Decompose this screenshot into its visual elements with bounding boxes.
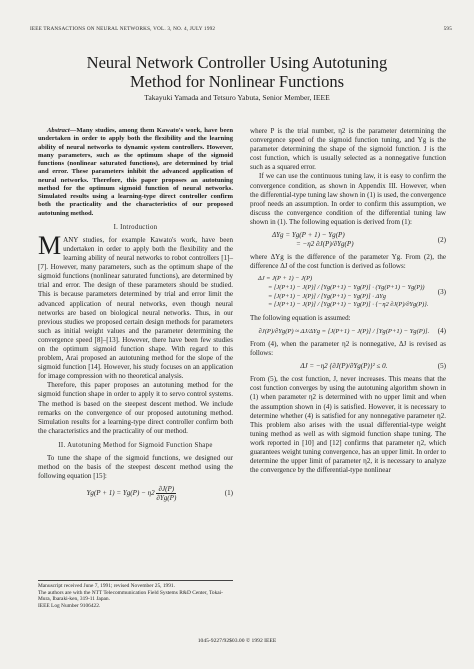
equation-4-number: (4) <box>437 326 446 335</box>
drop-cap: M <box>38 230 62 260</box>
left-column <box>38 127 233 506</box>
equation-2-line-1: ΔYg = Yg(P + 1) − Yg(P) <box>272 231 345 240</box>
equation-4 <box>250 327 446 336</box>
equation-3-line-2: = [J(P+1) − J(P)] / [Yg(P+1) − Yg(P)] · (Yg(P+1) − Yg(P)) <box>268 284 425 291</box>
section-1-heading: I. Introduction <box>113 223 158 231</box>
right-paragraph-4: The following equation is assumed: <box>250 313 351 322</box>
equation-4-body: ∂J(P)/∂Yg(P) ≈ ΔJ/ΔYg = [J(P+1) − J(P)] / [Yg(P+1) − Yg(P)]. <box>258 327 430 335</box>
right-paragraph-3: where ΔYg is the difference of the parameter Yg. From (2), the difference ΔJ of the cost function is derived as follows: <box>250 253 446 271</box>
right-paragraph-6: From (5), the cost function, J, never increases. This means that the cost function converges by using the autotuning algorithm shown in (1) when parameter η2 is determined with no upper limit and when the assumption shown in (4) is satisfied. However, it is necessary to determine whether (4) is satisfied for any nonnegative parameter η2. This problem also arises with the usual differential-type weight tuning method as well as with sigmoid function shape tuning. The work reported in [10] and [12] confirms that parameter η2, which guarantees weight tuning convergence, has an upper limit. In order to determine the upper limit of parameter η2, it is necessary to analyze the convergence by the differential-type nonlinear <box>250 375 446 475</box>
title-line-2: Method for Nonlinear Functions <box>129 72 344 91</box>
abstract-label: Abstract— <box>47 127 77 134</box>
footnote-line-1: Manuscript received June 7, 1991; revised November 25, 1991. <box>38 583 175 589</box>
paper-title <box>0 53 474 91</box>
equation-3-number: (3) <box>437 288 446 297</box>
equation-3-line-3: = [J(P+1) − J(P)] / [Yg(P+1) − Yg(P)] · ΔYg <box>268 292 386 300</box>
abstract-text: Many studies, among them Kawato's work, have been undertaken in order to apply both the flexibility and the learning ability of neural networks to dynamic system controllers. However, many parameters, such as the optimum shape of the sigmoid functions (nonlinear saturated functions), are determined by trial and error. These parameters inhibit the advanced application of neural networks. Therefore, this paper proposes an autotuning method for the optimum sigmoid function of neural networks. Simulated results using a learning-type direct controller confirm both the practicality and the characteristics of our proposed autotuning method. <box>38 127 233 217</box>
intro-paragraph-2: Therefore, this paper proposes an autotuning method for the sigmoid function shape in order to apply it to servo control systems. The method is based on the steepest descent method. We include remarks on the convergence of our proposed autotuning method. Simulation results for a learning-type direct controller confirm both the characteristics and the practicality of our method. <box>38 381 233 435</box>
equation-2-line-2: = −η2 ∂J(P)/∂Yg(P) <box>296 240 354 249</box>
right-paragraph-1: where P is the trial number, η2 is the parameter determining the convergence speed of the sigmoid function tuning, and Yg is the parameter determining the shape of the sigmoid function. J is the cost function, which is usually selected as a nonnegative function such as a squared error. <box>250 127 446 172</box>
equation-5-number: (5) <box>437 362 446 371</box>
equation-3 <box>250 275 446 309</box>
equation-1 <box>38 485 233 502</box>
title-line-1: Neural Network Controller Using Autotuning <box>86 53 388 72</box>
equation-2 <box>250 231 446 249</box>
equation-1-number: (1) <box>224 489 233 498</box>
equation-2-number: (2) <box>437 235 446 244</box>
footnote <box>38 580 233 609</box>
page-number: 595 <box>443 26 452 32</box>
equation-3-line-4: = [J(P+1) − J(P)] / [Yg(P+1) − Yg(P)] · {−η2 ∂J(P)/∂Yg(P)}. <box>268 301 429 309</box>
equation-1-fraction: $\frac{\partial J(P)}{\partial Yg(P)}$ <box>156 485 177 503</box>
equation-3-line-1: ΔJ = J(P + 1) − J(P) <box>258 275 313 283</box>
right-paragraph-5: From (4), when the parameter η2 is nonnegative, ΔJ is revised as follows: <box>250 339 446 358</box>
footnote-line-3: IEEE Log Number 9106422. <box>38 602 101 609</box>
running-header <box>30 26 452 32</box>
right-column <box>250 127 446 475</box>
method-paragraph-1: To tune the shape of the sigmoid functions, we designed our method on the basis of the steepest descent method using the following equation [15]: <box>38 454 233 481</box>
equation-5-body: ΔJ = −η2 {∂J(P)/∂Yg(P)}² ≤ 0. <box>300 362 388 371</box>
equation-1-lhs: Yg(P + 1) = Yg(P) − η2 <box>86 489 155 498</box>
equation-5 <box>250 362 446 371</box>
abstract <box>38 127 233 218</box>
footnote-line-2: The authors are with the NTT Telecommunication Field Systems R&D Center, Tokai-Mura, Ibaraki-ken, 319-11 Japan. <box>38 589 223 603</box>
right-paragraph-2: If we can use the continuous tuning law, it is easy to confirm the convergence condition, as shown in Appendix III. However, when the differential-type tuning law shown in (1) is used, the convergence proof needs an assumption. In order to confirm this assumption, we discuss the convergence condition of the differential tuning law shown in (1). The following equation is derived from (1): <box>250 172 446 226</box>
copyright-line: 1045-9227/92$03.00 © 1992 IEEE <box>197 638 277 644</box>
authors: Takayuki Yamada and Tetsuro Yabuta, Senior Member, IEEE <box>144 93 330 102</box>
section-2-heading: II. Autotuning Method for Sigmoid Function Shape <box>58 441 213 449</box>
intro-paragraph-1: MANY studies, for example Kawato's work, have been undertaken in order to apply both the flexibility and the learning ability of neural networks to robot controllers [1]–[7]. However, many parameters, such as the optimum shape of the sigmoid functions (nonlinear saturated functions), are determined by trial and error. The design of these parameters should be studied. This is because parameters determined by trial and error limit the advanced application of neural networks, even though neural networks are based on biological neural networks. Thus, in our previous studies we proposed certain design methods for parameters such as initial weight values and the parameter determining the convergence speed [8]–[13]. However, there have been few studies on the optimum sigmoid function shape. With regard to this problem, Arai proposed an autotuning method for the slope of the sigmoid function [14]. However, his study focuses on an application for image compression with no theoretical analysis. <box>38 230 233 381</box>
journal-header: IEEE TRANSACTIONS ON NEURAL NETWORKS, VOL. 3, NO. 4, JULY 1992 <box>30 26 216 32</box>
